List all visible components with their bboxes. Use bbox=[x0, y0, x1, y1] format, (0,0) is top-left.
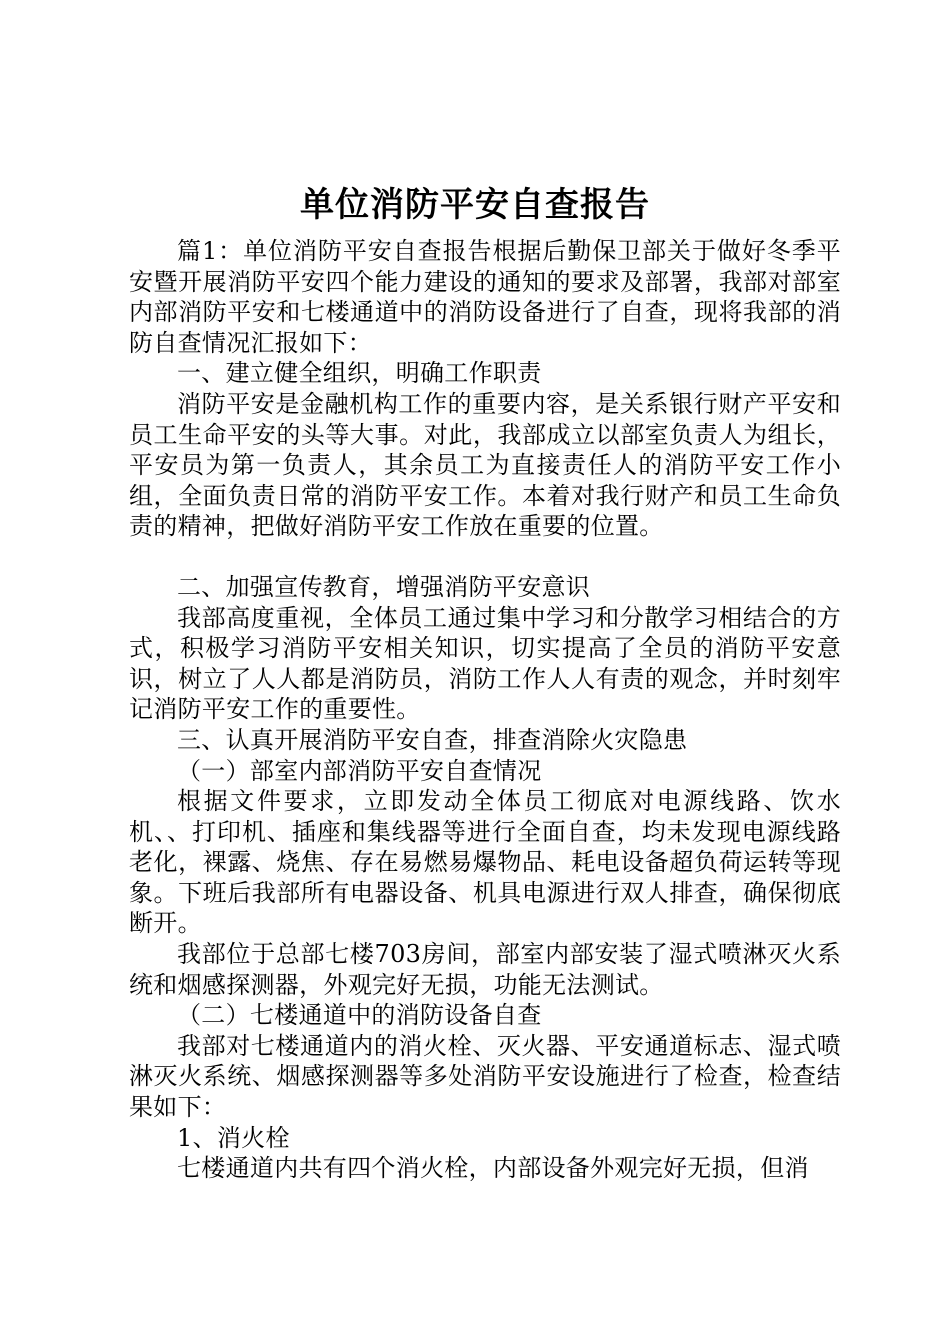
subsection-heading-2: （二）七楼通道中的消防设备自查 bbox=[177, 1001, 542, 1030]
subsection-paragraph-3: 我部对七楼通道内的消火栓、灭火器、平安通道标志、湿式喷淋灭火系统、烟感探测器等多处消防平安设施进行了检查，检查结果如下： bbox=[129, 1031, 841, 1122]
item-heading-1: 1、消火栓 bbox=[177, 1123, 290, 1152]
section-heading-1: 一、建立健全组织，明确工作职责 bbox=[177, 359, 542, 388]
document-body bbox=[129, 236, 841, 1184]
intro-paragraph: 篇1：单位消防平安自查报告根据后勤保卫部关于做好冬季平安暨开展消防平安四个能力建设的通知的要求及部署，我部对部室内部消防平安和七楼通道中的消防设备进行了自查，现将我部的消防自查情况汇报如下： bbox=[129, 237, 841, 357]
section-paragraph-1: 消防平安是金融机构工作的重要内容，是关系银行财产平安和员工生命平安的头等大事。对此，我部成立以部室负责人为组长，平安员为第一负责人，其余员工为直接责任人的消防平安工作小组，全面负责日常的消防平安工作。本着对我行财产和员工生命负责的精神，把做好消防平安工作放在重要的位置。 bbox=[129, 389, 841, 541]
section-heading-2: 二、加强宣传教育，增强消防平安意识 bbox=[177, 572, 591, 601]
document-title: 单位消防平安自查报告 bbox=[300, 185, 650, 225]
subsection-paragraph-2: 我部位于总部七楼703房间，部室内部安装了湿式喷淋灭火系统和烟感探测器，外观完好无损，功能无法测试。 bbox=[129, 940, 841, 999]
section-heading-3: 三、认真开展消防平安自查，排查消除火灾隐患 bbox=[177, 725, 688, 754]
subsection-paragraph-1: 根据文件要求，立即发动全体员工彻底对电源线路、饮水机、、打印机、插座和集线器等进行全面自查，均未发现电源线路老化，裸露、烧焦、存在易燃易爆物品、耗电设备超负荷运转等现象。下班后我部所有电器设备、机具电源进行双人排查，确保彻底断开。 bbox=[129, 787, 841, 938]
subsection-heading-1: （一）部室内部消防平安自查情况 bbox=[177, 756, 542, 785]
section-paragraph-2: 我部高度重视，全体员工通过集中学习和分散学习相结合的方式，积极学习消防平安相关知识，切实提高了全员的消防平安意识，树立了人人都是消防员，消防工作人人有责的观念，并时刻牢记消防平安工作的重要性。 bbox=[129, 603, 841, 724]
item-paragraph-1: 七楼通道内共有四个消火栓，内部设备外观完好无损，但消 bbox=[177, 1154, 809, 1183]
